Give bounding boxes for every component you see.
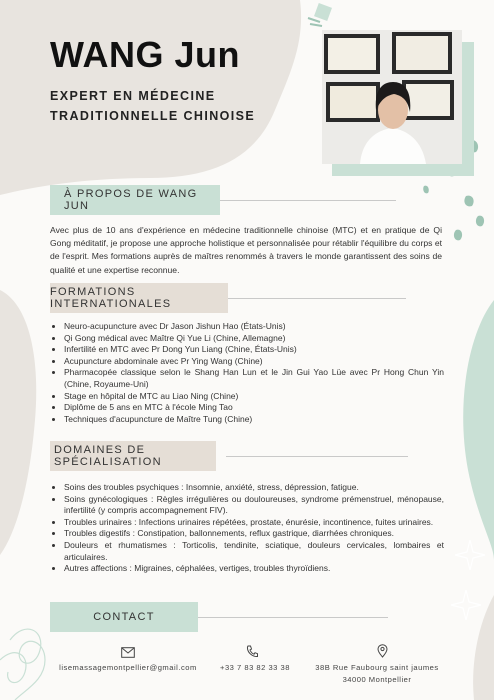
person-name: WANG Jun [50, 34, 240, 75]
list-item: • Soins gynécologiques : Règles irrégulières ou douloureuses, syndrome prémenstruel, ménopause, infertilité (y compris accompagnement FIV). [64, 494, 444, 517]
mail-icon [121, 647, 135, 658]
domaines-divider [226, 456, 408, 457]
location-pin-icon [377, 644, 388, 658]
about-paragraph: Avec plus de 10 ans d'expérience en médecine traditionnelle chinoise (MTC) et en pratique de Qi Gong méditatif, je propose une approche holistique et personnalisée pour rétablir l'équilibre du corps et de l'esprit. Mes formations auprès de maîtres renommés à travers le monde garantissent des soins de qualité et une expertise reconnue. [50, 225, 442, 275]
list-item: • Acupuncture abdominale avec Pr Ying Wang (Chine) [64, 356, 444, 368]
list-item: • Qi Gong médical avec Maître Qi Yue Li (Chine, Allemagne) [64, 333, 444, 345]
list-item: • Diplôme de 5 ans en MTC à l'école Ming Tao [64, 402, 444, 414]
photo-image [322, 30, 462, 164]
profile-photo [322, 30, 462, 164]
address-line-1: 38B Rue Faubourg saint jaumes [315, 663, 439, 672]
domaines-heading-label: DOMAINES DE SPÉCIALISATION [50, 441, 216, 471]
list-item: • Neuro-acupuncture avec Dr Jason Jishun Hao (États-Unis) [64, 321, 444, 333]
address-line-2: 34000 Montpellier [342, 675, 412, 684]
job-title-line-1: EXPERT EN MÉDECINE [50, 89, 216, 103]
contact-heading [50, 602, 198, 632]
formations-heading-label: FORMATIONS INTERNATIONALES [50, 283, 228, 313]
formations-divider [226, 298, 406, 299]
domaines-list [50, 482, 444, 575]
formations-list [50, 321, 444, 425]
formations-heading [50, 283, 228, 313]
about-heading-label: À PROPOS DE WANG JUN [50, 185, 220, 215]
job-title-line-2: TRADITIONNELLE CHINOISE [50, 109, 256, 123]
list-item: • Douleurs et rhumatismes : Torticolis, tendinite, sciatique, douleurs cervicales, lombaires et articulaires. [64, 540, 444, 563]
contact-email[interactable]: lisemassagemontpellier@gmail.com [59, 663, 197, 672]
list-item: • Pharmacopée classique selon le Shang Han Lun et le Jin Gui Yao Lüe avec Pr Hong Chun Yin (Chine, Royaume-Uni) [64, 367, 444, 390]
list-item: • Soins des troubles psychiques : Insomnie, anxiété, stress, dépression, fatigue. [64, 482, 444, 494]
list-item: • Autres affections : Migraines, céphalées, vertiges, troubles thyroïdiens. [64, 563, 444, 575]
list-item: • Troubles digestifs : Constipation, ballonnements, reflux gastrique, diarrhées chroniques. [64, 528, 444, 540]
about-heading [50, 185, 220, 215]
phone-icon [246, 645, 258, 658]
contact-address [304, 662, 450, 686]
job-title [50, 86, 255, 126]
contact-heading-label: CONTACT [50, 602, 198, 632]
list-item: • Infertilité en MTC avec Pr Dong Yun Liang (Chine, États-Unis) [64, 344, 444, 356]
contact-phone[interactable]: +33 7 83 82 33 38 [220, 663, 290, 672]
domaines-heading [50, 441, 216, 471]
list-item: • Troubles urinaires : Infections urinaires répétées, prostate, énurésie, incontinence, fuites urinaires. [64, 517, 444, 529]
list-item: • Techniques d'acupuncture de Maître Tung (Chine) [64, 414, 444, 426]
list-item: • Stage en hôpital de MTC au Liao Ning (Chine) [64, 391, 444, 403]
